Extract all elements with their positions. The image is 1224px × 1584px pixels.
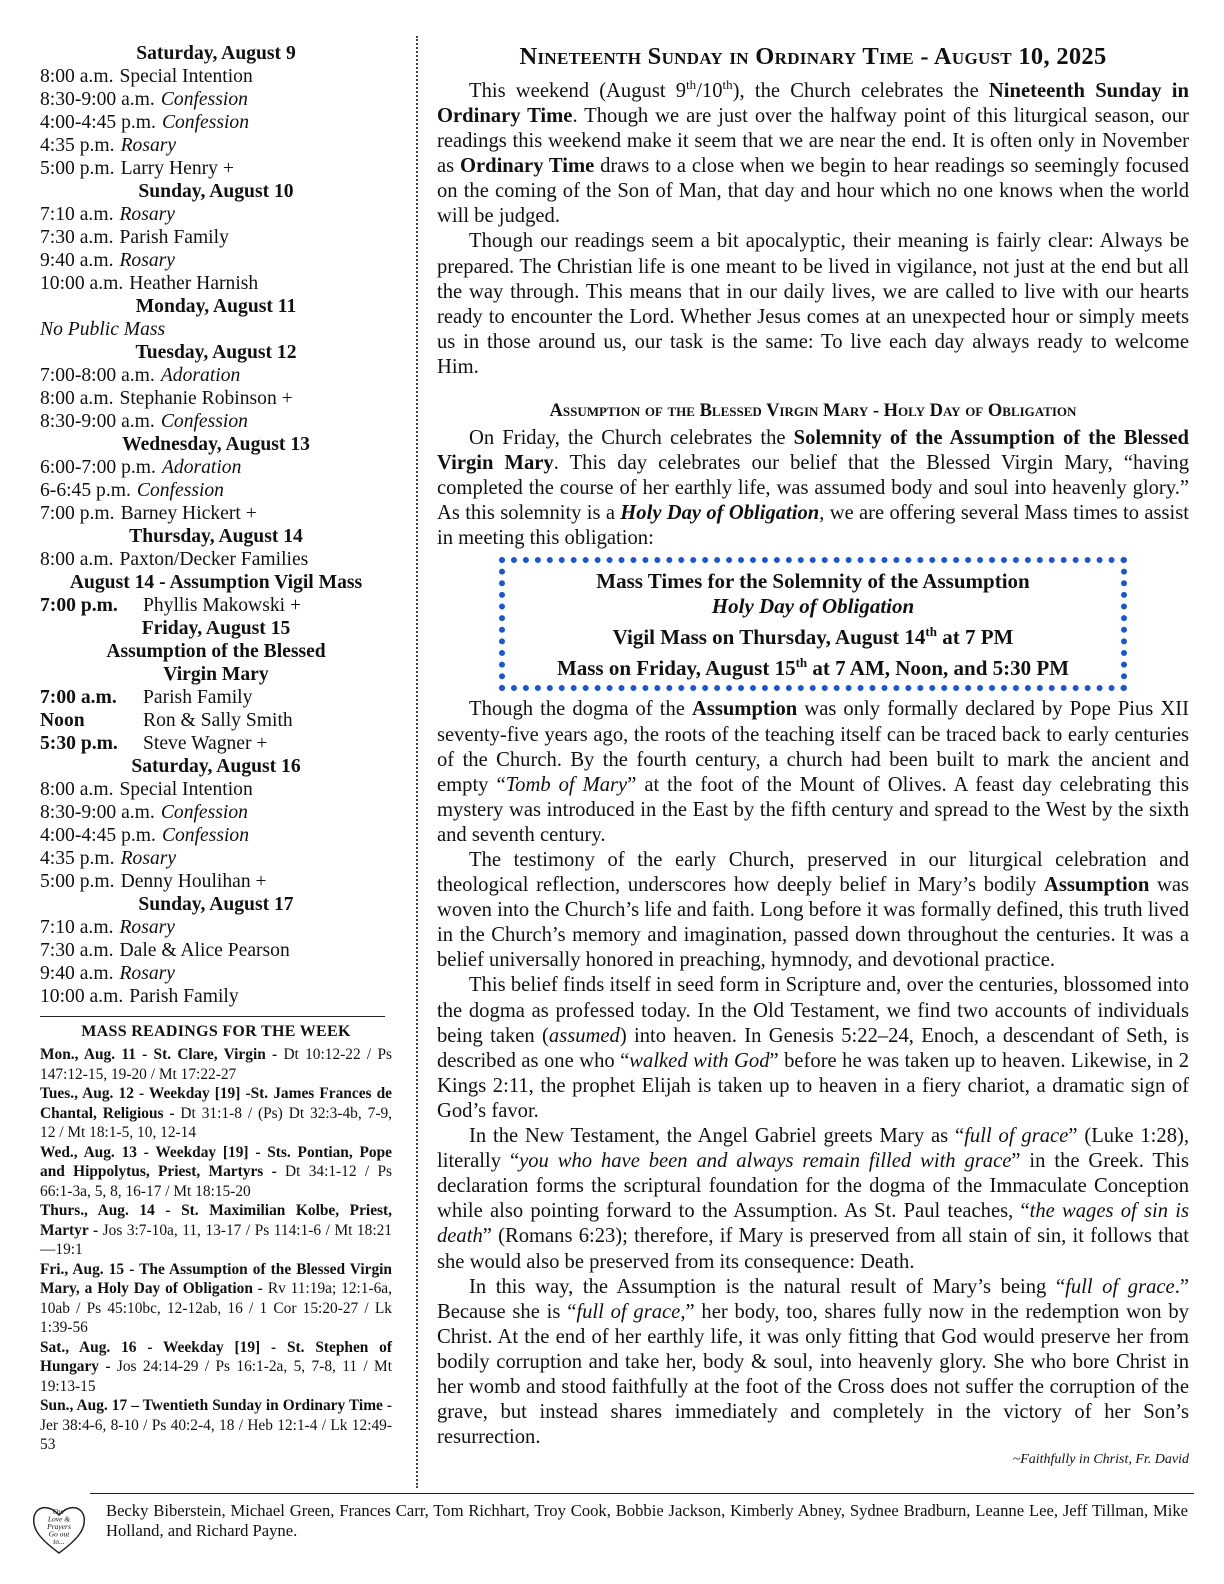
- schedule-entry: [40, 134, 392, 157]
- schedule-day-heading: August 14 - Assumption Vigil Mass: [69, 572, 363, 593]
- schedule-entry: [40, 594, 392, 617]
- schedule-entry: [40, 939, 392, 962]
- schedule-entry: [40, 456, 392, 479]
- schedule-time: 5:30 p.m.: [40, 733, 118, 754]
- schedule-intention: Parish Family: [119, 227, 229, 248]
- readings-title: MASS READINGS FOR THE WEEK: [81, 1023, 351, 1040]
- schedule-intention: Rosary: [119, 963, 175, 984]
- schedule-time: 7:10 a.m.: [40, 917, 114, 938]
- box-friday-mass: Mass on Friday, August 15th at 7 AM, Noon, and 5:30 PM: [556, 655, 1070, 681]
- schedule-entry: [40, 226, 392, 249]
- schedule-intention: Adoration: [161, 457, 242, 478]
- schedule-entry: [40, 778, 392, 801]
- schedule-day-heading: Sunday, August 17: [138, 894, 294, 915]
- schedule-entry: [40, 65, 392, 88]
- schedule-day-heading: Tuesday, August 12: [135, 342, 297, 363]
- schedule-intention: Ron & Sally Smith: [143, 710, 293, 731]
- svg-text:OurLove &PrayersGo outto...: Our Love & Prayers Go out to...: [47, 1507, 71, 1546]
- mass-times-box: [499, 557, 1127, 691]
- schedule-entry: [40, 364, 392, 387]
- schedule-time: 10:00 a.m.: [40, 273, 124, 294]
- schedule-intention: Steve Wagner +: [143, 733, 268, 754]
- schedule-intention: Barney Hickert +: [120, 503, 257, 524]
- reading-entry: Thurs., Aug. 14 - St. Maximilian Kolbe, Priest, Martyr - Jos 3:7-10a, 11, 13-17 / Ps 114:1-6 / Mt 18:21—19:1: [40, 1202, 392, 1258]
- schedule-time: 9:40 a.m.: [40, 963, 114, 984]
- schedule-entry: [40, 962, 392, 985]
- schedule-entry: [40, 502, 392, 525]
- schedule-time: 8:30-9:00 a.m.: [40, 89, 155, 110]
- schedule-entry: [40, 318, 392, 341]
- schedule-day-heading: Saturday, August 9: [136, 43, 296, 64]
- schedule-entry: [40, 801, 392, 824]
- schedule-time: 4:00-4:45 p.m.: [40, 825, 156, 846]
- paragraph-2: Though our readings seem a bit apocalyptic, their meaning is fairly clear: Always be prepared. The Christian life is one meant to be lived in vigilance, not just at the end but all the way through. This means that in our daily lives, we are called to live with our hearts ready to encounter the Lord. Whether Jesus comes at an unexpected hour or simply meets us in those around us, our task is the same: To live each day always ready to welcome Him.: [437, 230, 1189, 378]
- schedule-entry: [40, 916, 392, 939]
- schedule-day-heading: Sunday, August 10: [138, 181, 294, 202]
- schedule-time: 7:30 a.m.: [40, 940, 114, 961]
- schedule-time: 8:00 a.m.: [40, 549, 114, 570]
- schedule-intention: No Public Mass: [40, 319, 166, 340]
- prayer-names: Becky Biberstein, Michael Green, Frances Carr, Tom Richhart, Troy Cook, Bobbie Jackson, Kimberly Abney, Sydnee Bradburn, Leanne Lee, Jeff Tillman, Mike Holland, and Richard Payne.: [106, 1501, 1188, 1540]
- paragraph-4: Though the dogma of the Assumption was only formally declared by Pope Pius XII seventy-five years ago, the roots of the teaching itself can be traced back to early centuries of the Church. By the fourth century, a church had been built to mark the ancient and empty “Tomb of Mary” at the foot of the Mount of Olives. A feast day celebrating this mystery was introduced in the East by the fifth century and spread to the West by the sixth and seventh century.: [437, 698, 1189, 846]
- article: [437, 42, 1189, 1468]
- column-divider: [416, 36, 418, 1488]
- schedule-entry: [40, 203, 392, 226]
- schedule-entry: [40, 870, 392, 893]
- schedule-entry: [40, 479, 392, 502]
- box-holy-day: Holy Day of Obligation: [711, 594, 915, 619]
- schedule-time: 8:00 a.m.: [40, 388, 114, 409]
- schedule-day-heading: Virgin Mary: [163, 664, 269, 685]
- schedule-intention: Rosary: [119, 917, 175, 938]
- schedule-time: 7:00-8:00 a.m.: [40, 365, 155, 386]
- schedule-intention: Paxton/Decker Families: [119, 549, 309, 570]
- prayer-list-footer: [30, 1493, 1194, 1546]
- divider-rule: [40, 1016, 385, 1017]
- schedule-entry: [40, 272, 392, 295]
- schedule-intention: Confession: [160, 89, 248, 110]
- paragraph-8: In this way, the Assumption is the natural result of Mary’s being “full of grace.” Because she is “full of grace,” her body, too, shares fully now in the redemption won by Christ. At the end of her earthly life, it was only fitting that God would preserve her from bodily corruption and take her, body & soul, into heavenly glory. She who bore Christ in her womb and stood faithfully at the foot of the Cross does not suffer the corruption of the grave, but instead shares immediately and completely in the victory of her Son’s resurrection.: [437, 1275, 1189, 1449]
- schedule-entry: [40, 157, 392, 180]
- paragraph-3: On Friday, the Church celebrates the Solemnity of the Assumption of the Blessed Virgin Mary. This day celebrates our belief that the Blessed Virgin Mary, “having completed the course of her earthly life, was assumed body and soul into heavenly glory.” As this solemnity is a Holy Day of Obligation, we are offering several Mass times to assist in meeting this obligation:: [437, 426, 1189, 550]
- schedule-time: 6-6:45 p.m.: [40, 480, 131, 501]
- schedule-time: 8:30-9:00 a.m.: [40, 802, 155, 823]
- schedule-time: 9:40 a.m.: [40, 250, 114, 271]
- schedule-day-heading: Assumption of the Blessed: [106, 641, 326, 662]
- schedule-entry: [40, 709, 392, 732]
- schedule-entry: [40, 732, 392, 755]
- schedule-time: 7:30 a.m.: [40, 227, 114, 248]
- schedule-time: 4:35 p.m.: [40, 135, 115, 156]
- schedule-intention: Confession: [136, 480, 224, 501]
- schedule-time: 6:00-7:00 p.m.: [40, 457, 156, 478]
- schedule-entry: [40, 824, 392, 847]
- schedule-entry: [40, 111, 392, 134]
- schedule-time: 4:35 p.m.: [40, 848, 115, 869]
- schedule-intention: Heather Harnish: [129, 273, 259, 294]
- schedule-time: 8:30-9:00 a.m.: [40, 411, 155, 432]
- schedule-time: 7:00 a.m.: [40, 687, 117, 708]
- schedule-intention: Special Intention: [119, 779, 253, 800]
- schedule-intention: Rosary: [119, 204, 175, 225]
- schedule-entry: [40, 387, 392, 410]
- schedule-day-heading: Monday, August 11: [135, 296, 297, 317]
- reading-entry: Sun., Aug. 17 – Twentieth Sunday in Ordinary Time - Jer 38:4-6, 8-10 / Ps 40:2-4, 18 / Heb 12:1-4 / Lk 12:49-53: [40, 1397, 392, 1453]
- paragraph-1: This weekend (August 9th/10th), the Church celebrates the Nineteenth Sunday in Ordinary Time. Though we are just over the halfway point of this liturgical season, our readings this weekend make it seem that we are near the end. It is often only in November as Ordinary Time draws to a close when we begin to hear readings so seemingly focused on the coming of the Son of Man, that day and hour which no one knows when the world will be judged.: [437, 77, 1189, 228]
- readings-list: [40, 1045, 392, 1455]
- schedule-intention: Special Intention: [119, 66, 253, 87]
- reading-entry: Fri., Aug. 15 - The Assumption of the Blessed Virgin Mary, a Holy Day of Obligation - Rv 11:19a; 12:1-6a, 10ab / Ps 45:10bc, 12-12ab, 16 / 1 Cor 15:20-27 / Lk 1:39-56: [40, 1260, 392, 1336]
- schedule-entry: [40, 548, 392, 571]
- schedule-intention: Confession: [161, 825, 250, 846]
- schedule-time: 7:00 p.m.: [40, 595, 118, 616]
- article-title: Nineteenth Sunday in Ordinary Time - August 10, 2025: [519, 43, 1107, 70]
- schedule-time: 8:00 a.m.: [40, 779, 114, 800]
- schedule-day-heading: Friday, August 15: [141, 618, 291, 639]
- signature: ~Faithfully in Christ, Fr. David: [1012, 1452, 1189, 1468]
- schedule-entry: [40, 847, 392, 870]
- schedule-intention: Confession: [160, 802, 248, 823]
- schedule-entry: [40, 88, 392, 111]
- schedule-intention: Adoration: [160, 365, 241, 386]
- schedule-time: Noon: [40, 710, 85, 731]
- mass-schedule: [40, 42, 392, 1008]
- schedule-intention: Phyllis Makowski +: [143, 595, 302, 616]
- schedule-intention: Denny Houlihan +: [120, 871, 267, 892]
- schedule-intention: Rosary: [120, 135, 177, 156]
- schedule-day-heading: Thursday, August 14: [129, 526, 303, 547]
- paragraph-7: In the New Testament, the Angel Gabriel greets Mary as “full of grace” (Luke 1:28), literally “you who have been and always remain filled with grace” in the Greek. This declaration forms the scriptural foundation for the dogma of the Immaculate Conception while also pointing forward to the Assumption. As St. Paul teaches, “the wages of sin is death” (Romans 6:23); therefore, if Mary is preserved from all stain of sin, it follows that she would also be preserved from its consequence: Death.: [437, 1125, 1190, 1273]
- reading-entry: Tues., Aug. 12 - Weekday [19] -St. James Frances de Chantal, Religious - Dt 31:1-8 / (Ps) Dt 32:3-4b, 7-9, 12 / Mt 18:1-5, 10, 12-14: [40, 1085, 392, 1141]
- schedule-day-heading: Wednesday, August 13: [122, 434, 310, 455]
- schedule-intention: Parish Family: [129, 986, 239, 1007]
- section-subtitle: Assumption of the Blessed Virgin Mary - Holy Day of Obligation: [549, 400, 1077, 421]
- schedule-intention: Rosary: [119, 250, 175, 271]
- schedule-intention: Stephanie Robinson +: [119, 388, 293, 409]
- box-vigil-mass: Vigil Mass on Thursday, August 14th at 7 PM: [612, 624, 1014, 650]
- schedule-time: 5:00 p.m.: [40, 871, 115, 892]
- schedule-time: 7:10 a.m.: [40, 204, 114, 225]
- schedule-entry: [40, 249, 392, 272]
- paragraph-6: This belief finds itself in seed form in Scripture and, over the centuries, blossomed into the dogma as professed today. In the Old Testament, we find two accounts of individuals being taken (assumed) into heaven. In Genesis 5:22–24, Enoch, a descendant of Seth, is described as one who “walked with God” before he was taken up to heaven. Likewise, in 2 Kings 2:11, the prophet Elijah is taken up to heaven in a fiery chariot, a dramatic sign of God’s favor.: [437, 974, 1190, 1122]
- schedule-entry: [40, 410, 392, 433]
- schedule-day-heading: Saturday, August 16: [131, 756, 301, 777]
- reading-entry: Mon., Aug. 11 - St. Clare, Virgin - Dt 10:12-22 / Ps 147:12-15, 19-20 / Mt 17:22-27: [40, 1046, 392, 1083]
- love-prayers-logo-icon: [30, 1499, 88, 1557]
- schedule-intention: Dale & Alice Pearson: [119, 940, 290, 961]
- schedule-intention: Larry Henry +: [120, 158, 234, 179]
- schedule-time: 4:00-4:45 p.m.: [40, 112, 156, 133]
- reading-entry: Sat., Aug. 16 - Weekday [19] - St. Stephen of Hungary - Jos 24:14-29 / Ps 16:1-2a, 5, 7-8, 11 / Mt 19:13-15: [40, 1338, 393, 1395]
- schedule-intention: Confession: [161, 112, 250, 133]
- footer-rule: [90, 1493, 1194, 1494]
- schedule-intention: Confession: [160, 411, 248, 432]
- box-title: Mass Times for the Solemnity of the Assumption: [596, 569, 1030, 594]
- schedule-time: 8:00 a.m.: [40, 66, 114, 87]
- schedule-time: 10:00 a.m.: [40, 986, 124, 1007]
- schedule-time: 7:00 p.m.: [40, 503, 115, 524]
- schedule-intention: Rosary: [120, 848, 177, 869]
- paragraph-5: The testimony of the early Church, preserved in our liturgical celebration and theological reflection, underscores how deeply belief in Mary’s bodily Assumption was woven into the Church’s life and faith. Long before it was formally defined, this truth lived in the Church’s memory and imagination, passed down throughout the centuries. It was a belief universally honored in preaching, hymnody, and devotional practice.: [437, 849, 1189, 972]
- left-column: [40, 42, 392, 1455]
- schedule-entry: [40, 686, 392, 709]
- schedule-time: 5:00 p.m.: [40, 158, 115, 179]
- schedule-entry: [40, 985, 392, 1008]
- reading-entry: Wed., Aug. 13 - Weekday [19] - Sts. Pontian, Pope and Hippolytus, Priest, Martyrs - Dt 34:1-12 / Ps 66:1-3a, 5, 8, 16-17 / Mt 18:15-20: [40, 1143, 392, 1200]
- schedule-intention: Parish Family: [143, 687, 253, 708]
